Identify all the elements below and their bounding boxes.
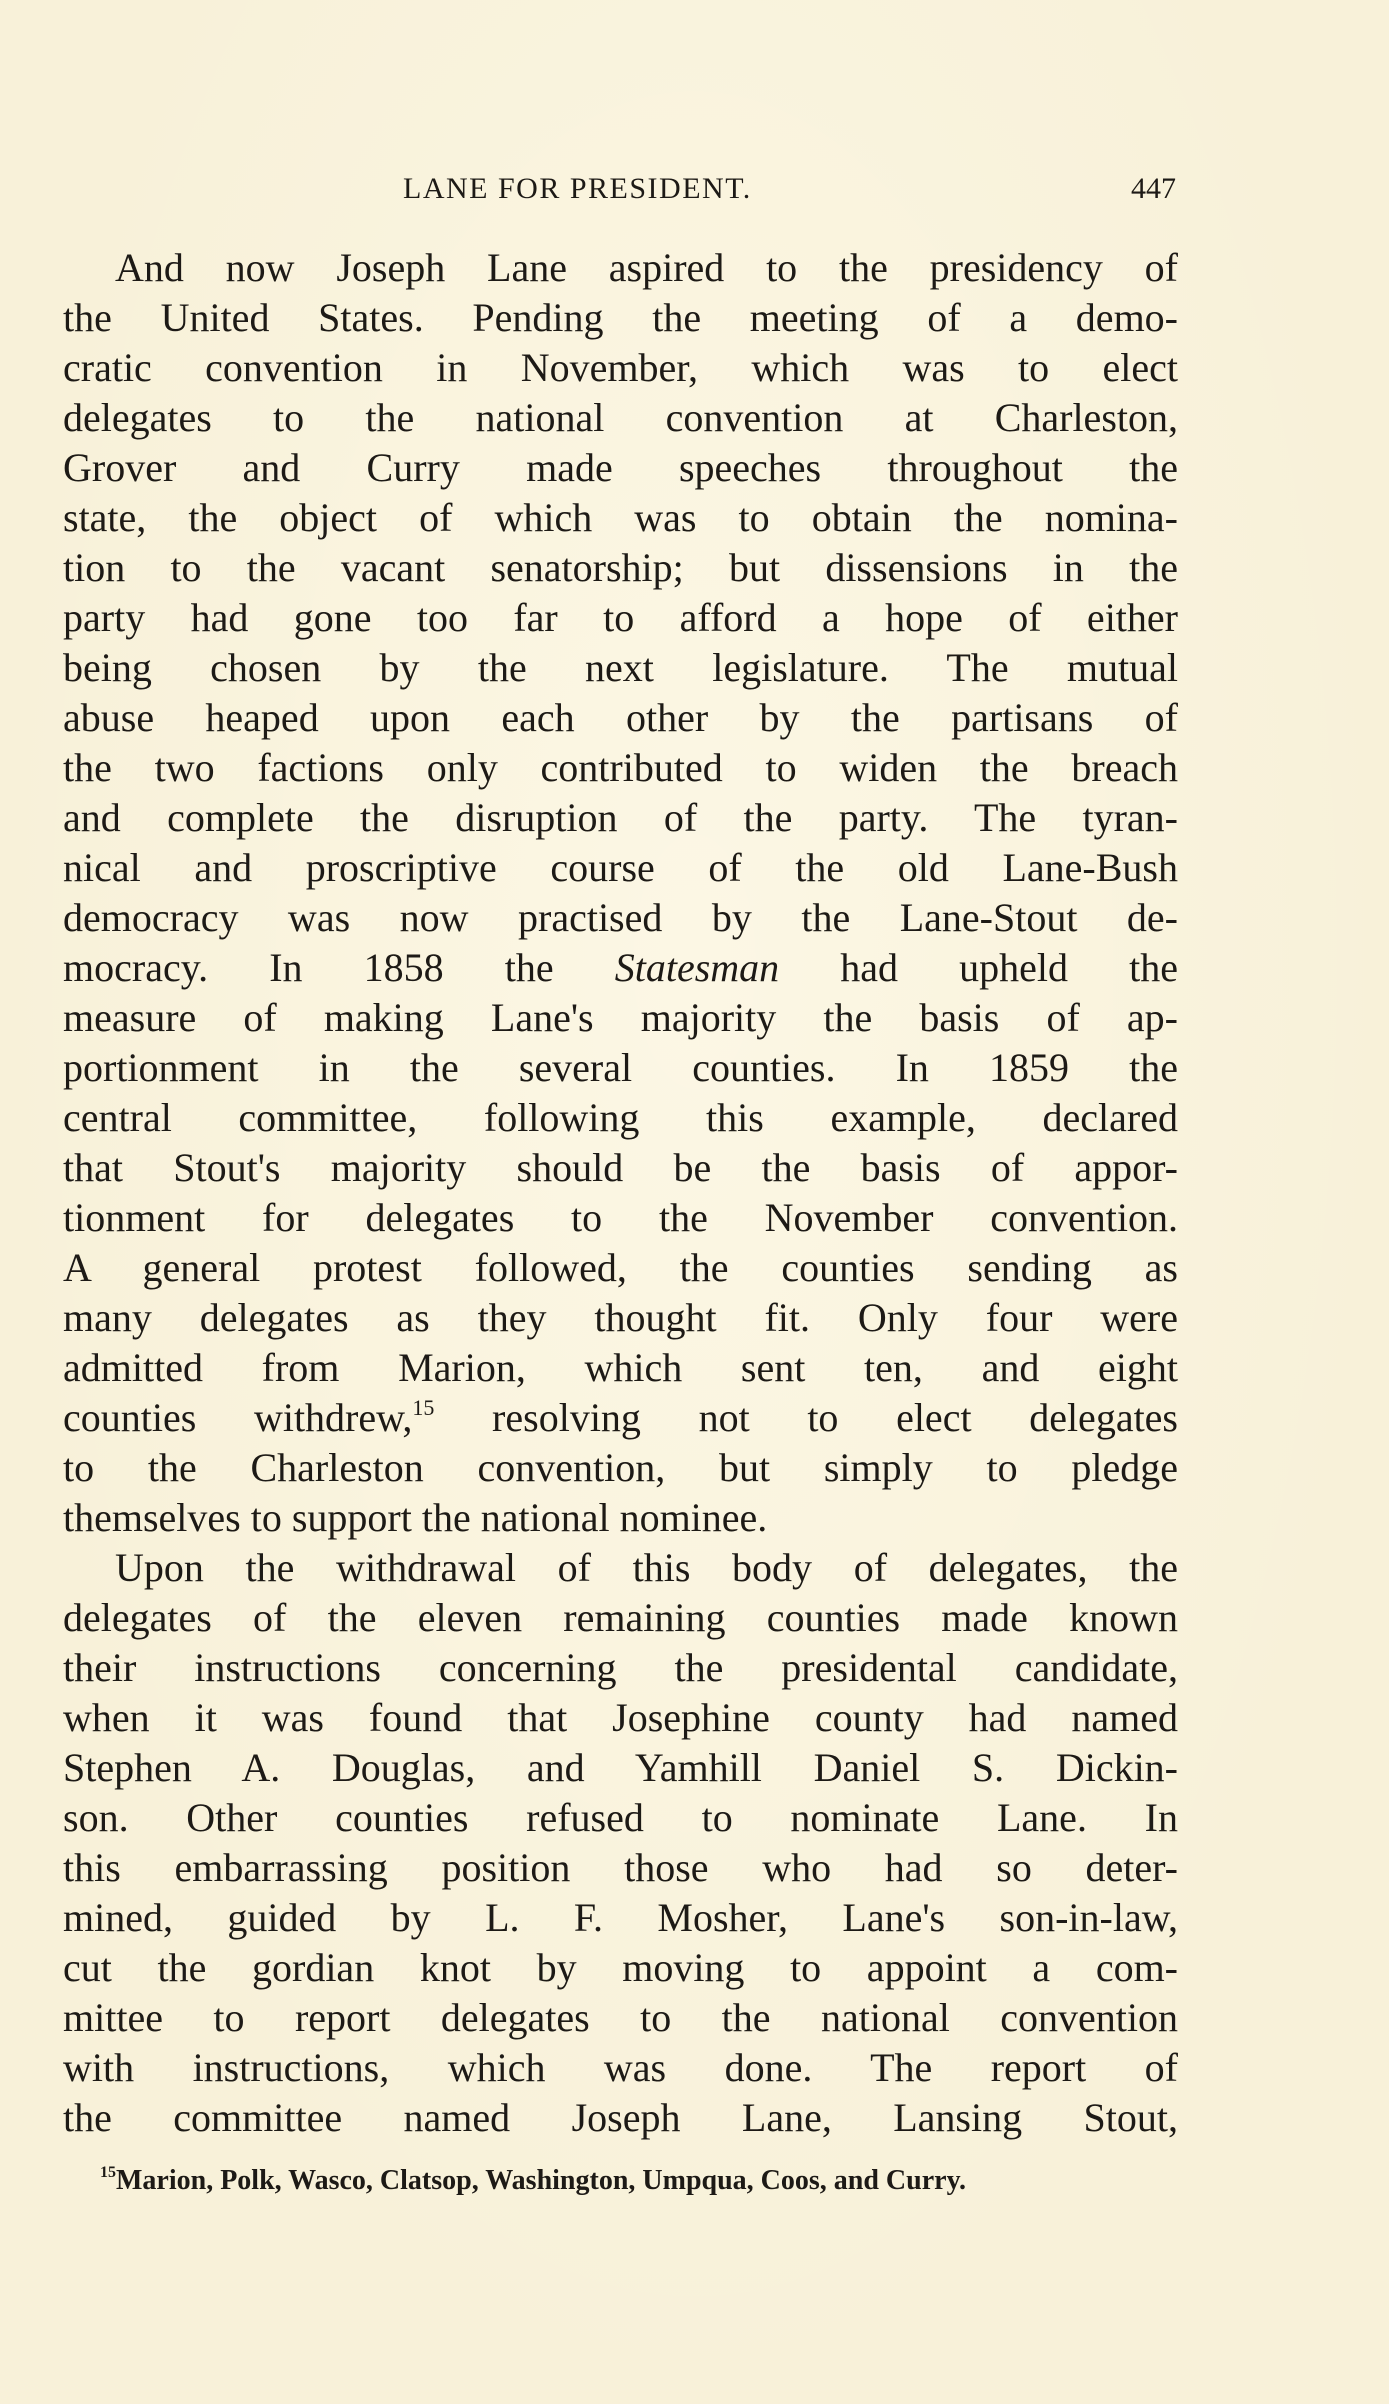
text-line xyxy=(63,1593,1178,1643)
line-text: cut the gordian knot by moving to appoint a com- xyxy=(63,1945,1178,1990)
footnote-number: 15 xyxy=(100,2164,116,2181)
line-text: cratic convention in November, which was to elect xyxy=(63,345,1178,390)
text-line xyxy=(63,693,1178,743)
text-line xyxy=(63,1743,1178,1793)
line-text: to the Charleston convention, but simply to pledge xyxy=(63,1445,1178,1490)
text-line xyxy=(63,1543,1178,1593)
line-text-before: mocracy. In 1858 the xyxy=(63,945,615,990)
text-line xyxy=(63,1293,1178,1343)
line-text: the two factions only contributed to widen the breach xyxy=(63,745,1178,790)
line-text: son. Other counties refused to nominate Lane. In xyxy=(63,1795,1178,1840)
text-line xyxy=(63,1493,1178,1543)
line-text: many delegates as they thought fit. Only four were xyxy=(63,1295,1178,1340)
line-text-after: had upheld the xyxy=(779,945,1178,990)
line-text: being chosen by the next legislature. The mutual xyxy=(63,645,1178,690)
text-line xyxy=(63,2093,1178,2143)
text-line xyxy=(63,1843,1178,1893)
running-head: LANE FOR PRESIDENT. xyxy=(403,172,752,205)
text-line xyxy=(63,943,1178,993)
text-line xyxy=(63,793,1178,843)
text-line xyxy=(63,743,1178,793)
footnote-text: Marion, Polk, Wasco, Clatsop, Washington, Umpqua, Coos, and Curry. xyxy=(116,2165,967,2196)
line-text: this embarrassing position those who had so deter- xyxy=(63,1845,1178,1890)
line-text: A general protest followed, the counties sending as xyxy=(63,1245,1178,1290)
line-text: Stephen A. Douglas, and Yamhill Daniel S. Dickin- xyxy=(63,1745,1178,1790)
text-line xyxy=(63,1243,1178,1293)
line-text: Upon the withdrawal of this body of delegates, the xyxy=(115,1545,1178,1590)
text-line xyxy=(63,1643,1178,1693)
text-line xyxy=(63,1943,1178,1993)
text-line xyxy=(63,1043,1178,1093)
line-text: measure of making Lane's majority the basis of ap- xyxy=(63,995,1178,1040)
text-line xyxy=(63,993,1178,1043)
text-line xyxy=(63,1343,1178,1393)
line-text: mined, guided by L. F. Mosher, Lane's son-in-law, xyxy=(63,1895,1178,1940)
line-text: the committee named Joseph Lane, Lansing Stout, xyxy=(63,2095,1178,2140)
text-line xyxy=(63,1793,1178,1843)
text-line xyxy=(63,1893,1178,1943)
line-text: the United States. Pending the meeting of a demo- xyxy=(63,295,1178,340)
line-text: that Stout's majority should be the basis of appor- xyxy=(63,1145,1178,1190)
text-line xyxy=(63,1443,1178,1493)
text-line xyxy=(63,343,1178,393)
line-text: when it was found that Josephine county had named xyxy=(63,1695,1178,1740)
line-text: party had gone too far to afford a hope of either xyxy=(63,595,1178,640)
line-text: Grover and Curry made speeches throughout the xyxy=(63,445,1178,490)
line-text: admitted from Marion, which sent ten, and eight xyxy=(63,1345,1178,1390)
text-line xyxy=(63,593,1178,643)
line-text: central committee, following this example, declared xyxy=(63,1095,1178,1140)
line-text: their instructions concerning the presidental candidate, xyxy=(63,1645,1178,1690)
text-line xyxy=(63,543,1178,593)
text-line xyxy=(63,1393,1178,1443)
line-text: nical and proscriptive course of the old Lane-Bush xyxy=(63,845,1178,890)
text-line xyxy=(63,843,1178,893)
text-line xyxy=(63,243,1178,293)
page-number: 447 xyxy=(1131,172,1176,205)
line-text: mittee to report delegates to the national convention xyxy=(63,1995,1178,2040)
text-line xyxy=(63,493,1178,543)
text-line xyxy=(63,893,1178,943)
line-text: tion to the vacant senatorship; but dissensions in the xyxy=(63,545,1178,590)
footnote-reference: 15 xyxy=(412,1395,435,1420)
line-text: tionment for delegates to the November convention. xyxy=(63,1195,1178,1240)
line-text: portionment in the several counties. In 1859 the xyxy=(63,1045,1178,1090)
text-line xyxy=(63,1993,1178,2043)
line-text: delegates of the eleven remaining counties made known xyxy=(63,1595,1178,1640)
text-line xyxy=(63,1093,1178,1143)
body-text xyxy=(63,243,1178,2143)
line-text-after: resolving not to elect delegates xyxy=(434,1395,1179,1440)
footnote xyxy=(100,2165,966,2197)
text-line xyxy=(63,1143,1178,1193)
line-text: abuse heaped upon each other by the partisans of xyxy=(63,695,1178,740)
text-line xyxy=(63,643,1178,693)
line-text: with instructions, which was done. The report of xyxy=(63,2045,1178,2090)
text-line xyxy=(63,393,1178,443)
text-line xyxy=(63,293,1178,343)
line-text: democracy was now practised by the Lane-Stout de- xyxy=(63,895,1178,940)
text-line xyxy=(63,1693,1178,1743)
line-text: state, the object of which was to obtain the nomina- xyxy=(63,495,1178,540)
line-text: themselves to support the national nominee. xyxy=(63,1495,768,1540)
line-text-before: counties withdrew, xyxy=(63,1395,413,1440)
text-line xyxy=(63,2043,1178,2093)
text-line xyxy=(63,443,1178,493)
italic-title: Statesman xyxy=(614,945,780,990)
line-text: and complete the disruption of the party. The tyran- xyxy=(63,795,1178,840)
line-text: And now Joseph Lane aspired to the presidency of xyxy=(115,245,1178,290)
line-text: delegates to the national convention at Charleston, xyxy=(63,395,1178,440)
text-line xyxy=(63,1193,1178,1243)
